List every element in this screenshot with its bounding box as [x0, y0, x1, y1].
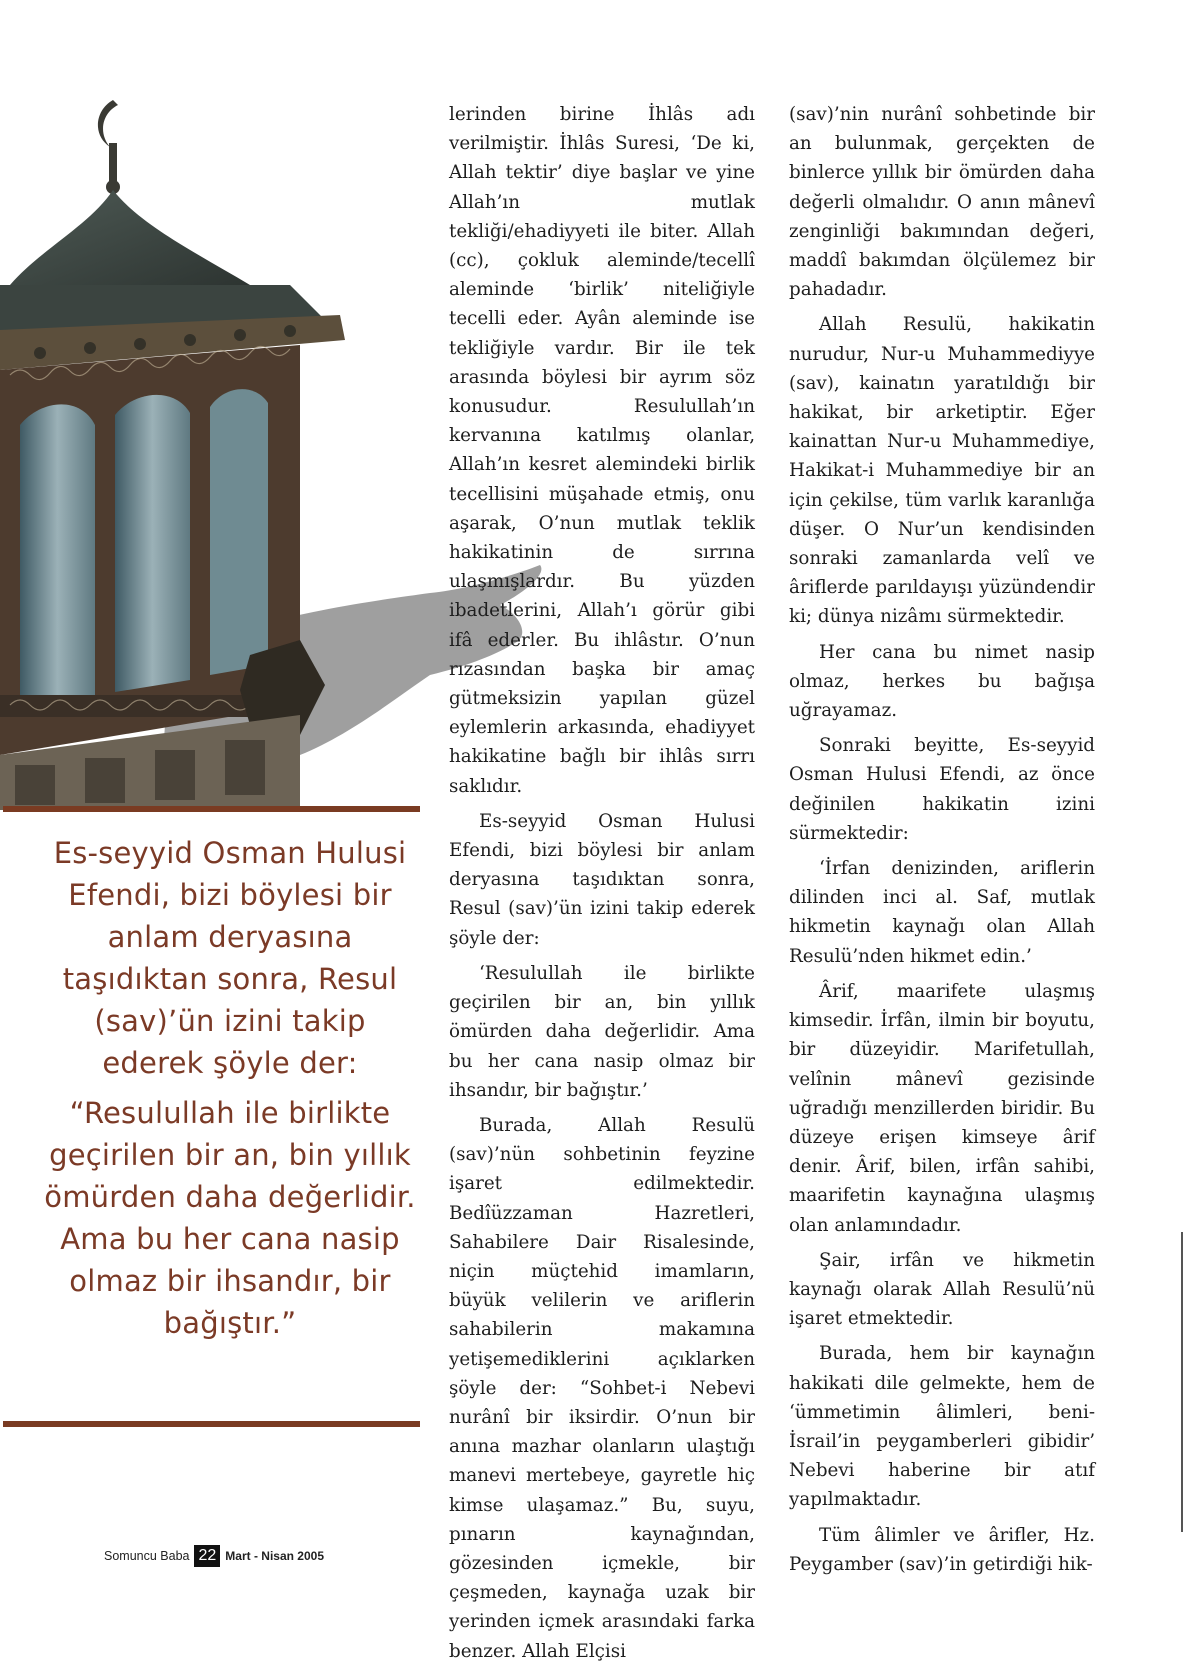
- pullquote-bottom-rule: [3, 1421, 420, 1427]
- pullquote-intro: Es-seyyid Osman Hulusi Efendi, bizi böylesi bir anlam deryasına taşıdıktan sonra, Resul (sav)’ün izini takip ederek şöyle der:: [53, 836, 407, 1080]
- paragraph: Sonraki beyitte, Es-seyyid Osman Hulusi Efendi, az önce değinilen hakikatin izini sürmektedir:: [789, 735, 1095, 844]
- paragraph: Şair, irfân ve hikmetin kaynağı olarak Allah Resulü’nü işaret etmektedir.: [789, 1249, 1095, 1330]
- paragraph: Burada, hem bir kaynağın hakikati dile gelmekte, hem de ‘ümmetimin âlimleri, beni-İsrail’in peygamberleri gibidir’ Nebevi haberine bir atıf yapılmaktadır.: [789, 1343, 1095, 1511]
- paragraph: (sav)’nin nurânî sohbetinde bir an bulunmak, gerçekten de binlerce yıllık bir ömürden daha değerli olmalıdır. O anın mânevî zenginliği bakımından değeri, maddî bakımdan ölçülemez bir pahadadır.: [789, 104, 1095, 301]
- text-column-2: [789, 100, 1095, 1585]
- paragraph: Burada, Allah Resulü (sav)’nün sohbetinin feyzine işaret edilmektedir. Bedîüzzaman Hazretleri, Sahabilere Dair Risalesinde, niçin müçtehid imamların, büyük velilerin ve ariflerin sahabilerin makamına yetişemediklerini açıklarken şöyle der: “Sohbet-i Nebevi nurânî bir iksirdir. O’nun bir anına mazhar olanların ulaştığı manevi mertebeye, gayretle hiç kimse ulaşamaz.” Bu, suyu, pınarın kaynağından, gözesinden içmekle, bir çeşmeden, kaynağa uzak bir yerinden içmek arasındaki farka benzer. Allah Elçisi: [449, 1114, 755, 1662]
- paragraph: Allah Resulü, hakikatin nurudur, Nur-u Muhammediyye (sav), kainatın yaratıldığı bir hakikat, bir arketiptir. Eğer kainattan Nur-u Muhammediye, Hakikat-i Muhammediye bir an için çekilse, tüm varlık karanlığa düşer. O Nur’un kendisinden sonraki zamanlarda velî ve âriflerde parıldayışı yüzündendir ki; dünya nizâmı sürmektedir.: [789, 314, 1095, 628]
- paragraph: lerinden birine İhlâs adı verilmiştir. İhlâs Suresi, ‘De ki, Allah tektir’ diye başlar ve yine Allah’ın mutlak tekliği/ehadiyyeti ile biter. Allah (cc), çokluk aleminde/tecellî aleminde ‘birlik’ niteliğiyle tecelli eder. Ayân aleminde ise tekliğiyle vardır. Bir ile tek arasında böylesi bir ayrım söz konusudur. Resulullah’ın kervanına katılmış olanlar, Allah’ın kesret alemindeki birlik tecellisini müşahade etmiş, onu aşarak, O’nun mutlak teklik hakikatinin de sırrına ulaşmışlardır. Bu yüzden ibadetlerini, Allah’ı görür gibi ifâ ederler. Bu ihlâstır. O’nun rızasından başka bir amaç gütmeksizin yapılan güzel eylemlerin arkasında, ehadiyyet hakikatine bağlı bir ihlâs sırrı saklıdır.: [449, 104, 755, 797]
- margin-divider: [1181, 1232, 1183, 1532]
- page-footer: [104, 1544, 324, 1568]
- magazine-name: Somuncu Baba: [104, 1549, 190, 1563]
- pullquote-quote: “Resulullah ile birlikte geçirilen bir an, bin yıllık ömürden daha değerlidir. Ama bu her cana nasip olmaz bir ihsandır, bir bağıştır.”: [44, 1096, 416, 1340]
- pullquote-top-rule: [3, 806, 420, 812]
- pull-quote: [40, 832, 420, 1352]
- paragraph: Her cana bu nimet nasip olmaz, herkes bu bağışa uğrayamaz.: [789, 641, 1095, 722]
- page-number: 22: [194, 1545, 220, 1567]
- paragraph: Tüm âlimler ve ârifler, Hz. Peygamber (sav)’in getirdiği hik-: [789, 1524, 1095, 1575]
- paragraph: Ârif, maarifete ulaşmış kimsedir. İrfân, ilmin bir boyutu, bir düzeyidir. Marifetullah, velînin mânevî gezisinde uğradığı menzillerden biridir. Bu düzeye erişen kimseye ârif denir. Ârif, bilen, irfân sahibi, maarifetin kaynağına ulaşmış olan anlamındadır.: [789, 980, 1095, 1236]
- issue-date: Mart - Nisan 2005: [225, 1549, 324, 1563]
- text-column-1: [449, 100, 755, 1672]
- paragraph: ‘Resulullah ile birlikte geçirilen bir an, bin yıllık ömürden daha değerlidir. Ama bu her cana nasip olmaz bir ihsandır, bir bağıştır.’: [449, 962, 755, 1101]
- paragraph: ‘İrfan denizinden, ariflerin dilinden inci al. Saf, mutlak hikmetin kaynağı olan Allah Resulü’nden hikmet edin.’: [789, 858, 1095, 967]
- paragraph: Es-seyyid Osman Hulusi Efendi, bizi böylesi bir anlam deryasına taşıdıktan sonra, Resul (sav)’ün izini takip ederek şöyle der:: [449, 810, 755, 949]
